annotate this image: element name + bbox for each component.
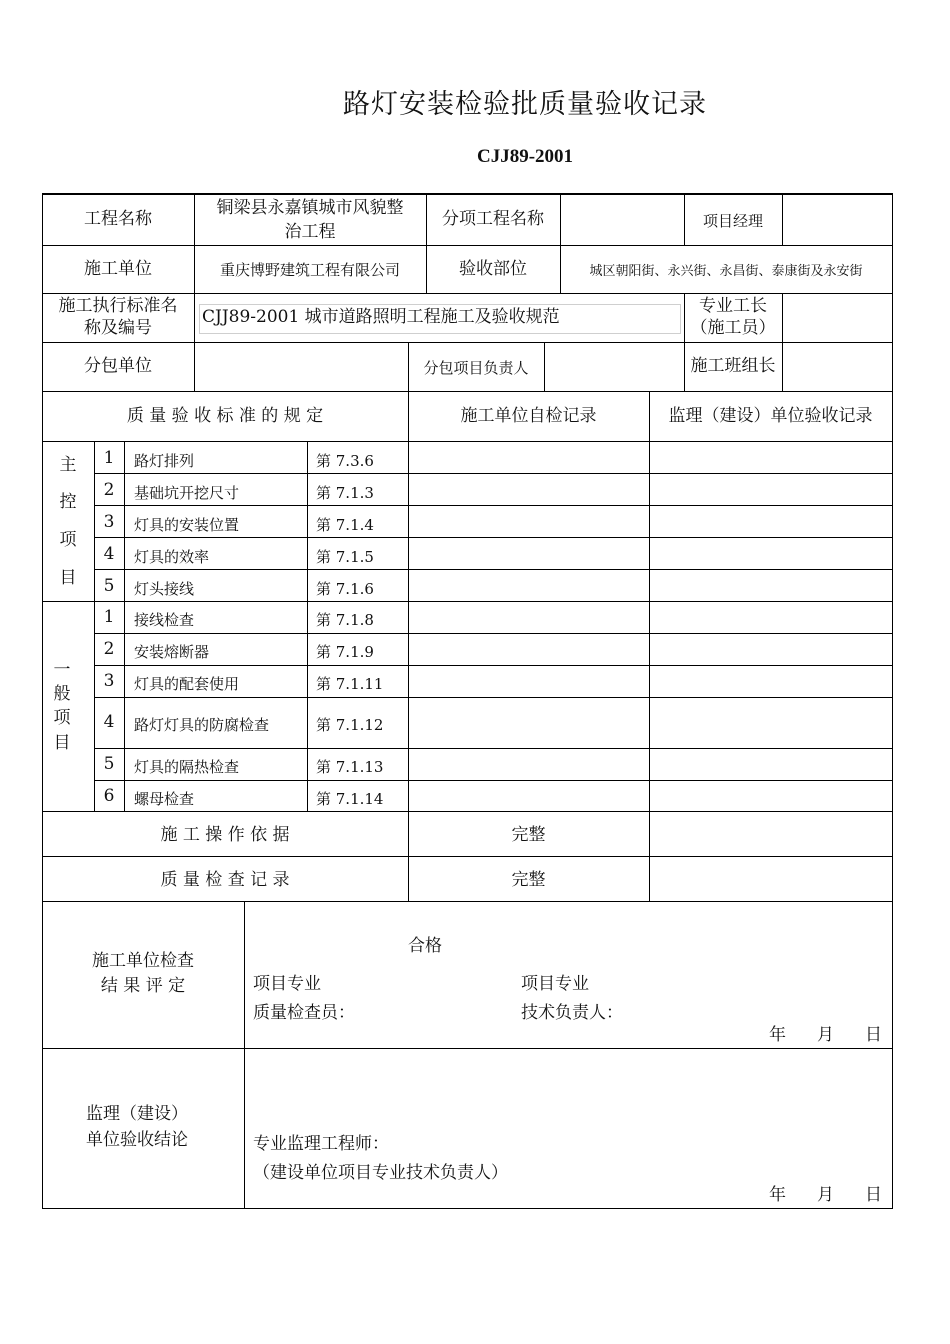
project-name-value-2: 治工程 xyxy=(284,222,336,242)
contractor-result-label-2: 结 果 评 定 xyxy=(100,976,186,996)
standard-label-1: 施工执行标准名 xyxy=(58,296,178,316)
standard-code: CJJ89-2001 xyxy=(476,146,574,167)
team-leader-label: 施工班组长 xyxy=(690,356,776,376)
sub-pm-label: 分包项目负责人 xyxy=(423,359,529,377)
contractor-year: 年 xyxy=(769,1025,786,1045)
self-check-column-header: 施工单位自检记录 xyxy=(460,406,597,426)
project-name-value-1: 铜梁县永嘉镇城市风貌整 xyxy=(216,198,404,218)
operation-basis-value: 完整 xyxy=(511,825,546,845)
contractor-left-line2: 质量检查员： xyxy=(253,1003,355,1023)
acceptance-part-label: 验收部位 xyxy=(459,259,527,279)
project-name-label: 工程名称 xyxy=(84,209,152,229)
subcontractor-label: 分包单位 xyxy=(84,356,152,376)
operation-basis-label: 施 工 操 作 依 据 xyxy=(160,825,290,845)
foreman-label-1: 专业工长 xyxy=(699,296,767,316)
supervision-engineer: 专业监理工程师： xyxy=(253,1134,389,1154)
supervision-result-label-1: 监理（建设） xyxy=(86,1104,188,1124)
pm-label: 项目经理 xyxy=(702,212,763,230)
standard-value: CJJ89-2001 城市道路照明工程施工及验收规范 xyxy=(202,307,560,327)
acceptance-part-value: 城区朝阳街、永兴街、永昌街、泰康街及永安街 xyxy=(589,264,863,279)
contractor-month: 月 xyxy=(817,1025,834,1045)
contractor-right-line2: 技术负责人： xyxy=(521,1003,623,1023)
contractor-right-line1: 项目专业 xyxy=(521,974,589,994)
contractor-left-line1: 项目专业 xyxy=(253,974,321,994)
supervision-day: 日 xyxy=(865,1185,882,1205)
foreman-label-2: （施工员） xyxy=(690,318,776,338)
standard-label-2: 称及编号 xyxy=(84,318,152,338)
sub-project-label: 分项工程名称 xyxy=(442,209,544,229)
supervision-column-header: 监理（建设）单位验收记录 xyxy=(668,406,873,426)
contractor-label: 施工单位 xyxy=(84,259,152,279)
contractor-result-label-1: 施工单位检查 xyxy=(92,951,194,971)
contractor-day: 日 xyxy=(865,1025,882,1045)
supervision-year: 年 xyxy=(769,1185,786,1205)
quality-records-label: 质 量 检 查 记 录 xyxy=(160,870,290,890)
spec-column-header: 质 量 验 收 标 准 的 规 定 xyxy=(126,406,324,426)
contractor-value: 重庆博野建筑工程有限公司 xyxy=(219,261,400,279)
contractor-verdict: 合格 xyxy=(408,936,442,956)
page-title: 路灯安装检验批质量验收记录 xyxy=(343,89,707,120)
supervision-result-label-2: 单位验收结论 xyxy=(86,1130,188,1150)
supervision-month: 月 xyxy=(817,1185,834,1205)
quality-records-value: 完整 xyxy=(511,870,546,890)
supervision-owner-rep: （建设单位项目专业技术负责人） xyxy=(253,1163,508,1183)
